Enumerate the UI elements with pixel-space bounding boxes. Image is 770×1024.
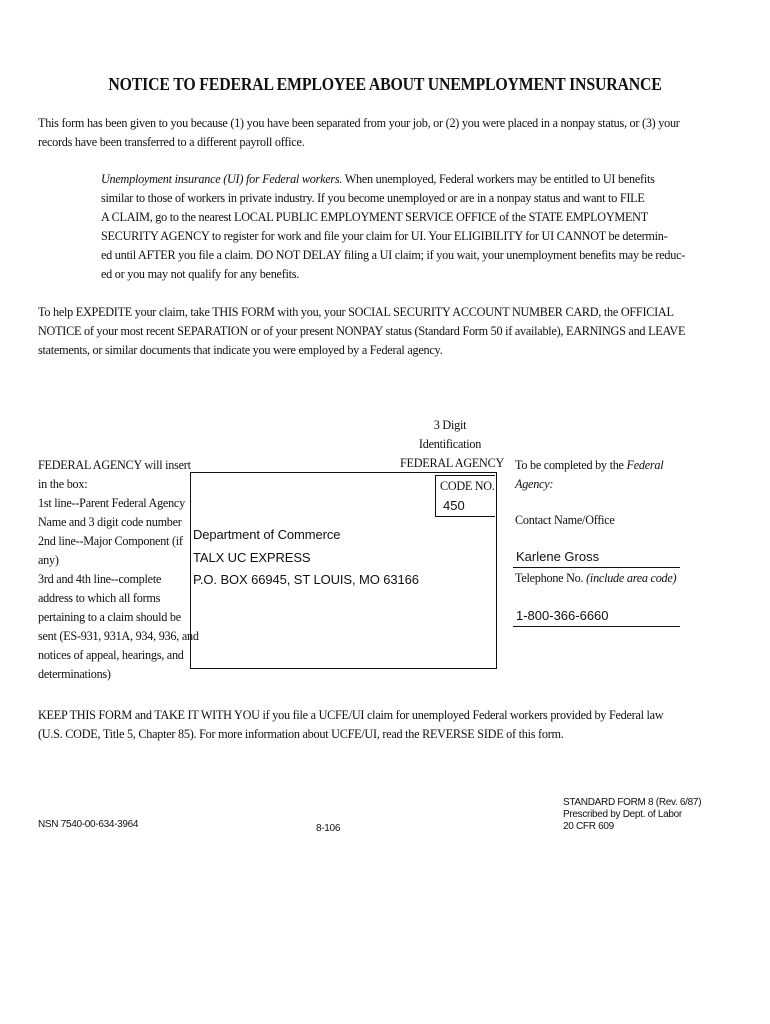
address-line-1[interactable]: Department of Commerce [193, 527, 341, 542]
instruction-line: 1st line--Parent Federal Agency [38, 496, 185, 510]
instruction-line: sent (ES-931, 931A, 934, 936, and [38, 629, 199, 643]
ui-line: SECURITY AGENCY to register for work and file your claim for UI. Your ELIGIBILITY for UI CANNOT be determin- [101, 229, 668, 243]
form-number: 8-106 [316, 823, 341, 834]
instruction-line: pertaining to a claim should be [38, 610, 181, 624]
code-header [400, 416, 505, 473]
keep-paragraph [38, 706, 664, 744]
completion-line [515, 456, 663, 475]
nsn-number: NSN 7540-00-634-3964 [38, 819, 139, 830]
ui-first-rest: When unemployed, Federal workers may be entitled to UI benefits [342, 172, 655, 186]
ui-paragraph [101, 170, 686, 284]
ui-first-line [101, 170, 655, 189]
completion-em: Federal [626, 458, 664, 472]
intro-line: This form has been given to you because (1) you have been separated from your job, or (2) you were placed in a nonpay status, or (3) your [38, 116, 680, 130]
contact-label: Contact Name/Office [515, 513, 615, 527]
agency-em: Agency: [515, 477, 554, 491]
intro-line: records have been transferred to a different payroll office. [38, 135, 305, 149]
contact-value[interactable]: Karlene Gross [516, 549, 600, 564]
ui-line: ed or you may not qualify for any benefits. [101, 267, 300, 281]
expedite-line: NOTICE of your most recent SEPARATION or of your present NONPAY status (Standard Form 50 if available), EARNINGS and LEAVE [38, 324, 686, 338]
ui-line: A CLAIM, go to the nearest LOCAL PUBLIC EMPLOYMENT SERVICE OFFICE of the STATE EMPLOYMENT [101, 210, 648, 224]
ui-line: ed until AFTER you file a claim. DO NOT DELAY filing a UI claim; if you wait, your unemployment benefits may be reduc- [101, 248, 686, 262]
instruction-line: determinations) [38, 667, 111, 681]
instruction-line: any) [38, 553, 59, 567]
agency-completion-note [515, 456, 663, 494]
telephone-value[interactable]: 1-800-366-6660 [516, 608, 609, 623]
standard-form-info [563, 797, 701, 833]
address-line-2[interactable]: TALX UC EXPRESS [193, 550, 311, 565]
code-number-value[interactable]: 450 [443, 498, 465, 513]
ui-line: similar to those of workers in private industry. If you become unemployed or are in a nonpay status and want to FILE [101, 191, 645, 205]
agency-instructions [38, 456, 198, 684]
expedite-paragraph [38, 303, 686, 360]
keep-line: (U.S. CODE, Title 5, Chapter 85). For more information about UCFE/UI, read the REVERSE SIDE of this form. [38, 727, 564, 741]
code-number-label: CODE NO. [440, 479, 495, 493]
instruction-line: notices of appeal, hearings, and [38, 648, 184, 662]
code-header-line: 3 Digit [433, 418, 467, 432]
instruction-line: 2nd line--Major Component (if [38, 534, 183, 548]
expedite-line: statements, or similar documents that indicate you were employed by a Federal agency. [38, 343, 443, 357]
form-title: NOTICE TO FEDERAL EMPLOYEE ABOUT UNEMPLOYMENT INSURANCE [108, 74, 662, 94]
intro-paragraph [38, 114, 680, 152]
standard-form-line: Prescribed by Dept. of Labor [563, 809, 682, 820]
ui-lead: Unemployment insurance (UI) for Federal workers. [101, 172, 343, 186]
telephone-underline [513, 626, 680, 627]
code-header-line: FEDERAL AGENCY [400, 456, 505, 470]
instruction-line: Name and 3 digit code number [38, 515, 182, 529]
standard-form-line: 20 CFR 609 [563, 821, 614, 832]
instruction-line: FEDERAL AGENCY will insert [38, 458, 191, 472]
instruction-line: address to which all forms [38, 591, 161, 605]
code-header-line: Identification [418, 437, 482, 451]
completion-prefix: To be completed by the [515, 458, 627, 472]
standard-form-line: STANDARD FORM 8 (Rev. 6/87) [563, 797, 702, 808]
completion-line [515, 475, 663, 494]
keep-line: KEEP THIS FORM and TAKE IT WITH YOU if you file a UCFE/UI claim for unemployed Federal workers provided by Federal law [38, 708, 664, 722]
telephone-label-em: (include area code) [586, 571, 677, 585]
telephone-label-text: Telephone No. [515, 571, 587, 585]
instruction-line: in the box: [38, 477, 88, 491]
instruction-line: 3rd and 4th line--complete [38, 572, 162, 586]
address-line-3[interactable]: P.O. BOX 66945, ST LOUIS, MO 63166 [193, 572, 419, 587]
contact-underline [513, 567, 680, 568]
expedite-line: To help EXPEDITE your claim, take THIS FORM with you, your SOCIAL SECURITY ACCOUNT NUMBER CARD, the OFFICIAL [38, 305, 674, 319]
telephone-label [515, 571, 676, 586]
